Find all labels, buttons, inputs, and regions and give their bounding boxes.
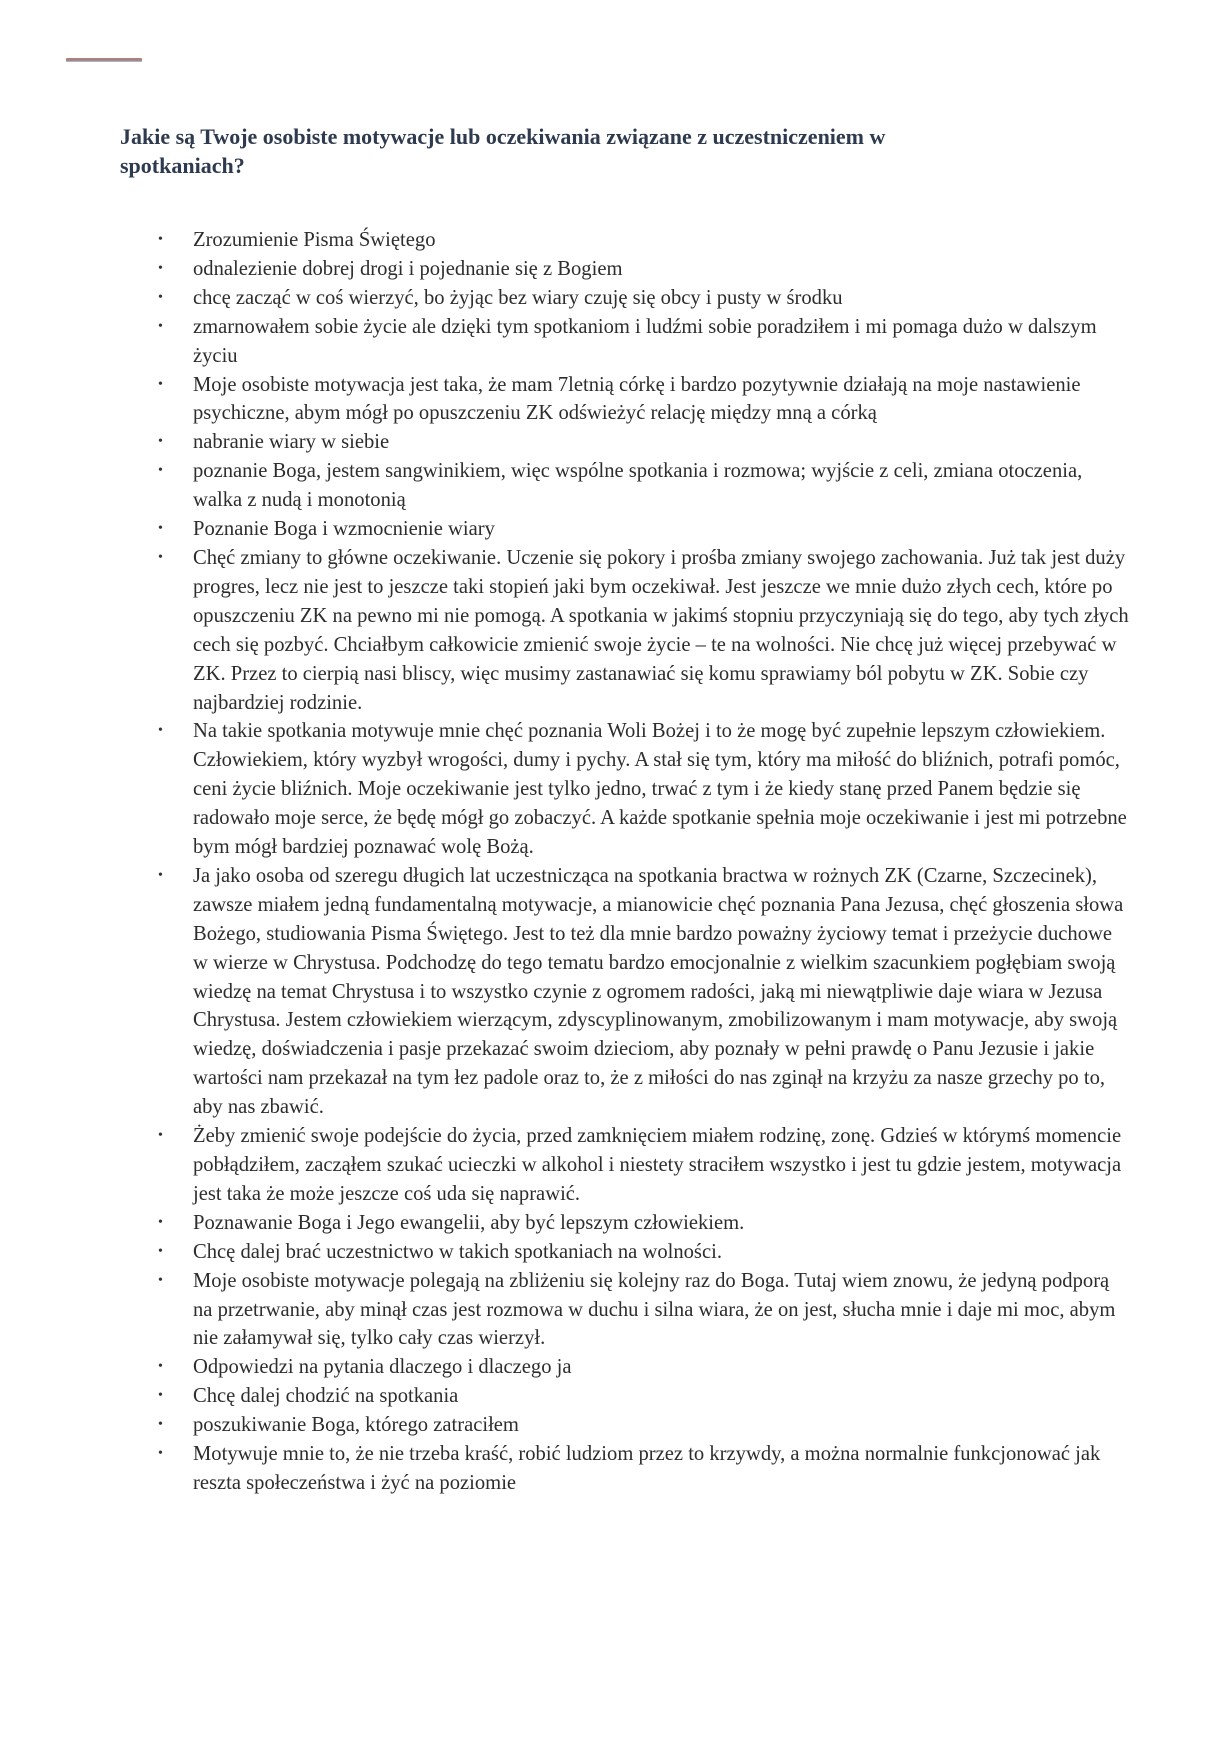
bullet-icon: •	[158, 434, 163, 450]
answer-item	[120, 1411, 1130, 1440]
bullet-icon: •	[158, 260, 163, 276]
bullet-icon: •	[158, 1128, 163, 1144]
answer-text: Chcę dalej brać uczestnictwo w takich spotkaniach na wolności.	[193, 1240, 722, 1263]
bullet-icon: •	[158, 318, 163, 334]
answer-item	[120, 313, 1130, 371]
bullet-icon: •	[158, 463, 163, 479]
answer-text: Odpowiedzi na pytania dlaczego i dlaczego ja	[193, 1356, 572, 1379]
answers-list	[120, 226, 1130, 1498]
answer-item	[120, 1440, 1130, 1498]
bullet-icon: •	[158, 1388, 163, 1404]
answer-text: Poznanie Boga i wzmocnienie wiary	[193, 518, 495, 541]
bullet-icon: •	[158, 867, 163, 883]
answer-item	[120, 284, 1130, 313]
answer-text: Żeby zmienić swoje podejście do życia, przed zamknięciem miałem rodzinę, zonę. Gdzieś w którymś momencie pobłądziłem, zacząłem szukać ucieczki w alkohol i niestety straciłem wszystko i jest tu gdzie jestem, motywacja jest taka że może jeszcze coś uda się naprawić.	[193, 1125, 1122, 1205]
question-heading: Jakie są Twoje osobiste motywacje lub oczekiwania związane z uczestniczeniem w spotkaniach?	[120, 124, 886, 178]
answer-text: Moje osobiste motywacje polegają na zbliżeniu się kolejny raz do Boga. Tutaj wiem znowu, że jedyną podporą na przetrwanie, aby minął czas jest rozmowa w duchu i silna wiara, że on jest, słucha mnie i daje mi moc, abym nie załamywał się, tylko cały czas wierzył.	[193, 1269, 1116, 1350]
answer-item	[120, 1238, 1130, 1267]
answer-text: Chcę dalej chodzić na spotkania	[193, 1385, 459, 1408]
bullet-icon: •	[158, 521, 163, 537]
bullet-icon: •	[158, 549, 163, 565]
answer-item	[120, 862, 1130, 1122]
answer-text: Poznawanie Boga i Jego ewangelii, aby być lepszym człowiekiem.	[193, 1211, 745, 1234]
answer-text: Moje osobiste motywacja jest taka, że mam 7letnią córkę i bardzo pozytywnie działają na moje nastawienie psychiczne, abym mógł po opuszczeniu ZK odświeżyć relację między mną a córką	[193, 373, 1081, 425]
scan-mark	[66, 58, 142, 62]
answer-item	[120, 255, 1130, 284]
answer-item	[120, 428, 1130, 457]
document-page	[120, 122, 1130, 1498]
answer-text: poznanie Boga, jestem sangwinikiem, więc wspólne spotkania i rozmowa; wyjście z celi, zmiana otoczenia, walka z nudą i monotonią	[193, 460, 1083, 512]
answer-text: Chęć zmiany to główne oczekiwanie. Uczenie się pokory i prośba zmiany swojego zachowania. Już tak jest duży progres, lecz nie jest to jeszcze taki stopień jaki bym oczekiwał. Jest jeszcze we mnie dużo złych cech, które po opuszczeniu ZK na pewno mi nie pomogą. A spotkania w jakimś stopniu przyczyniają się do tego, aby tych złych cech się pozbyć. Chciałbym całkowicie zmienić swoje życie – te na wolności. Nie chcę już więcej przebywać w ZK. Przez to cierpią nasi bliscy, więc musimy zastanawiać się komu sprawiamy ból pobytu w ZK. Sobie czy najbardziej rodzinie.	[193, 546, 1129, 714]
bullet-icon: •	[158, 1446, 163, 1462]
answer-item	[120, 544, 1130, 717]
answer-item	[120, 717, 1130, 862]
answer-text: Motywuje mnie to, że nie trzeba kraść, robić ludziom przez to krzywdy, a można normalnie funkcjonować jak reszta społeczeństwa i żyć na poziomie	[193, 1443, 1101, 1494]
bullet-icon: •	[158, 376, 163, 392]
answer-text: zmarnowałem sobie życie ale dzięki tym spotkaniom i ludźmi sobie poradziłem i mi pomaga dużo w dalszym życiu	[193, 315, 1097, 367]
answer-text: Na takie spotkania motywuje mnie chęć poznania Woli Bożej i to że mogę być zupełnie lepszym człowiekiem. Człowiekiem, który wyzbył wrogości, dumy i pychy. A stał się tym, który ma miłość do bliźnich, potrafi pomóc, ceni życie bliźnich. Moje oczekiwanie jest tylko jedno, trwać z tym i że kiedy stanę przed Panem będzie się radowało moje serce, że będę mógł go zobaczyć. A każde spotkanie spełnia moje oczekiwanie i jest mi potrzebne bym mógł bardziej poznawać wolę Bożą.	[193, 720, 1127, 859]
bullet-icon: •	[158, 1417, 163, 1433]
answer-text: Ja jako osoba od szeregu długich lat uczestnicząca na spotkania bractwa w rożnych ZK (Czarne, Szczecinek), zawsze miałem jedną fundamentalną motywacje, a mianowicie chęć poznania Pana Jezusa, chęć głoszenia słowa Bożego, studiowania Pisma Świętego. Jest to też dla mnie bardzo poważny życiowy temat i przeżycie duchowe w wierze w Chrystusa. Podchodzę do tego tematu bardzo emocjonalnie z wielkim szacunkiem pogłębiam swoją wiedzę na temat Chrystusa i to wszystko czynie z ogromem radości, jaką mi niewątpliwie daje wiara w Jezusa Chrystusa. Jestem człowiekiem wierzącym, zdyscyplinowanym, zmobilizowanym i mam motywacje, aby swoją wiedzę, doświadczenia i pasje przekazać swoim dzieciom, aby poznały w pełni prawdę o Panu Jezusie i jakie wartości nam przekazał na tym łez padole oraz to, że z miłości do nas zginął na krzyżu za nasze grzechy po to, aby nas zbawić.	[193, 864, 1124, 1119]
bullet-icon: •	[158, 289, 163, 305]
answer-text: chcę zacząć w coś wierzyć, bo żyjąc bez wiary czuję się obcy i pusty w środku	[193, 286, 843, 309]
bullet-icon: •	[158, 1214, 163, 1230]
bullet-icon: •	[158, 1243, 163, 1259]
answer-item	[120, 1382, 1130, 1411]
answer-item	[120, 226, 1130, 255]
answer-item	[120, 1122, 1130, 1209]
answer-item	[120, 1353, 1130, 1382]
answer-text: nabranie wiary w siebie	[193, 431, 390, 454]
bullet-icon: •	[158, 232, 163, 247]
answer-item	[120, 457, 1130, 515]
answer-text: Zrozumienie Pisma Świętego	[193, 229, 436, 251]
answer-text: poszukiwanie Boga, którego zatraciłem	[193, 1414, 519, 1437]
bullet-icon: •	[158, 1359, 163, 1375]
answer-item	[120, 515, 1130, 544]
answer-item	[120, 1267, 1130, 1354]
bullet-icon: •	[158, 723, 163, 739]
answer-text: odnalezienie dobrej drogi i pojednanie się z Bogiem	[193, 257, 623, 280]
answer-item	[120, 1209, 1130, 1238]
answer-item	[120, 371, 1130, 429]
bullet-icon: •	[158, 1272, 163, 1288]
